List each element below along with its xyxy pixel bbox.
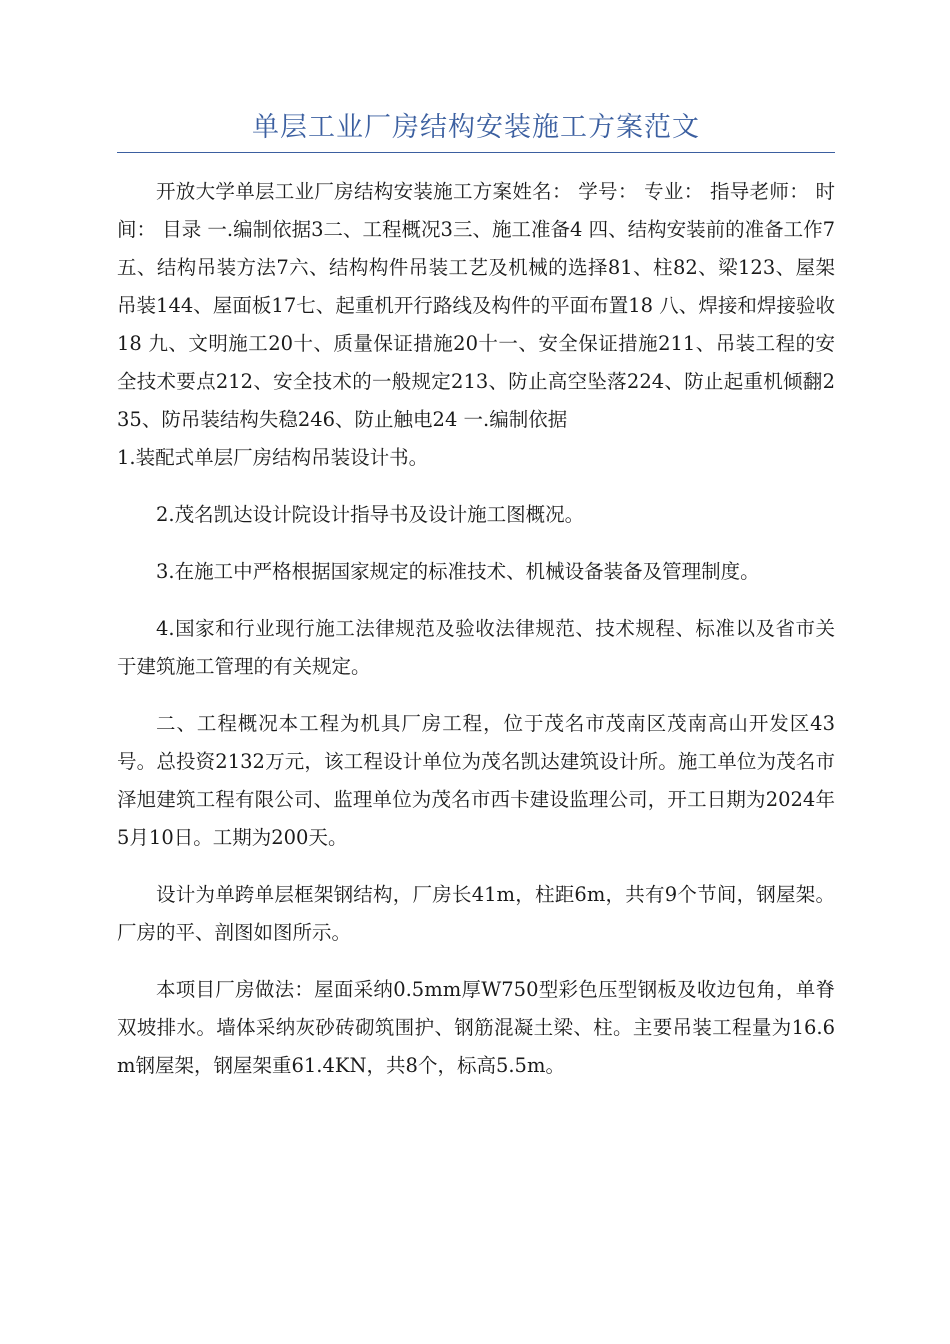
- basis-item-4: 4.国家和行业现行施工法律规范及验收法律规范、技术规程、标准以及省市关于建筑施工管理的有关规定。: [117, 617, 835, 678]
- document-title: 单层工业厂房结构安装施工方案范文: [252, 112, 700, 143]
- intro-paragraph: [117, 173, 835, 477]
- overview-paragraph-2: 设计为单跨单层框架钢结构，厂房长41m，柱距6m，共有9个节间，钢屋架。厂房的平、剖图如图所示。: [117, 883, 835, 944]
- document-body: [117, 173, 835, 1085]
- overview-paragraph-3: 本项目厂房做法：屋面采纳0.5mm厚W750型彩色压型钢板及收边包角，单脊双坡排水。墙体采纳灰砂砖砌筑围护、钢筋混凝土梁、柱。主要吊装工程量为16.6m钢屋架，钢屋架重61.4KN，共8个，标高5.5m。: [117, 978, 835, 1077]
- intro-text: 开放大学单层工业厂房结构安装施工方案姓名： 学号： 专业： 指导老师： 时间： 目录 一.编制依据3二、工程概况3三、施工准备4 四、结构安装前的准备工作7 五、结构吊装方法7六、结构构件吊装工艺及机械的选择81、柱82、梁123、屋架吊装144、屋面板17七、起重机开行路线及构件的平面布置18 八、焊接和焊接验收18 九、文明施工20十、质量保证措施20十一、安全保证措施211、吊装工程的安全技术要点212、安全技术的一般规定213、防止高空坠落224、防止起重机倾翻235、防吊装结构失稳246、防止触电24 一.编制依据: [117, 180, 835, 431]
- title-block: [117, 108, 835, 153]
- basis-item-2: 2.茂名凯达设计院设计指导书及设计施工图概况。: [156, 503, 585, 526]
- document-page: [117, 108, 835, 1104]
- basis-item-1: 1.装配式单层厂房结构吊装设计书。: [117, 446, 429, 469]
- basis-item-3: 3.在施工中严格根据国家规定的标准技术、机械设备装备及管理制度。: [156, 560, 760, 583]
- overview-paragraph-1: 二、工程概况本工程为机具厂房工程，位于茂名市茂南区茂南高山开发区43号。总投资2132万元，该工程设计单位为茂名凯达建筑设计所。施工单位为茂名市泽旭建筑工程有限公司、监理单位为茂名市西卡建设监理公司，开工日期为2024年5月10日。工期为200天。: [117, 712, 835, 849]
